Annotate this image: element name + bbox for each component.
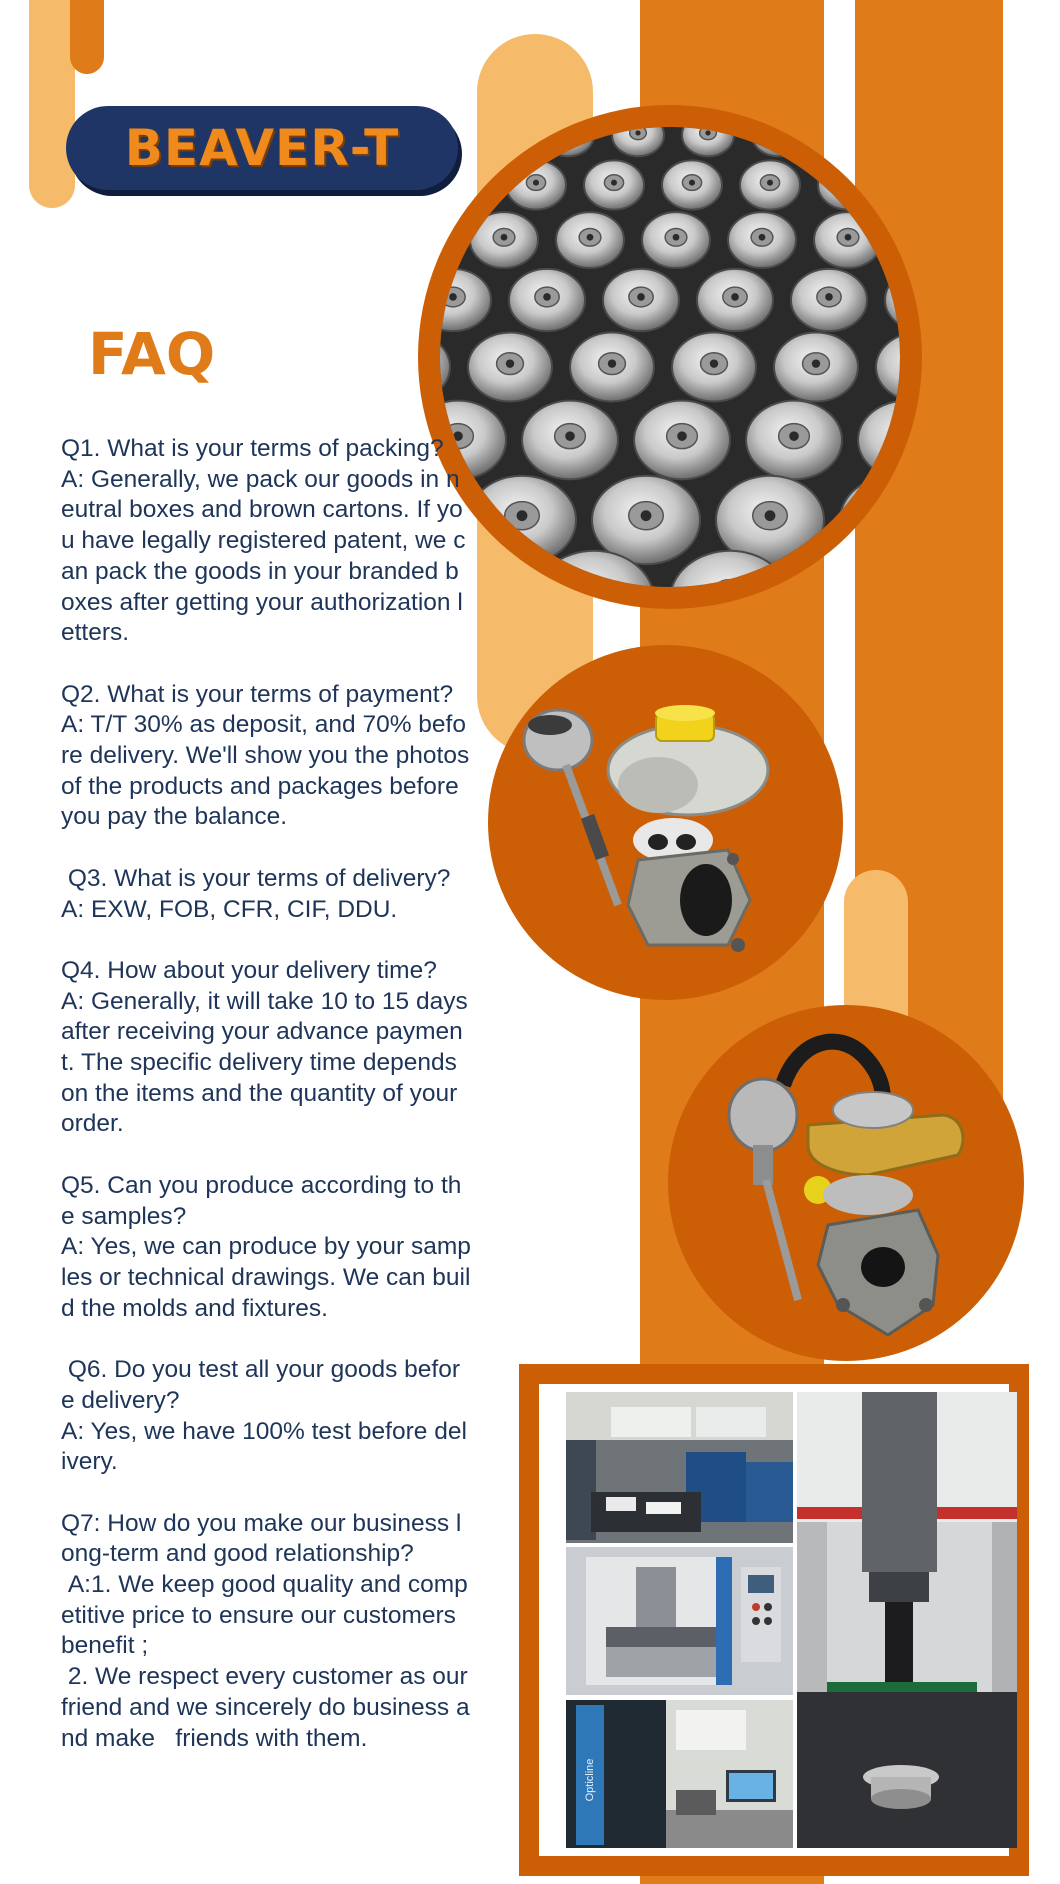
brand-logo [66, 106, 458, 190]
turbocharger-photo-1 [488, 645, 843, 1000]
turbo2-photo-circle [668, 1005, 1024, 1361]
factory-photo [566, 1392, 793, 1543]
faq-title: FAQ [88, 320, 216, 388]
turbine-wheels-photo [418, 105, 922, 609]
photo-grid-inner [539, 1384, 1009, 1856]
measuring-machine-photo [797, 1392, 1017, 1848]
machine-label-text: Opticline [584, 1758, 596, 1802]
photo-grid-frame [519, 1364, 1029, 1876]
cnc-machine-photo [566, 1547, 793, 1695]
orange-stripe-top-left [70, 0, 104, 74]
wheels-photo-circle [418, 105, 922, 609]
brand-logo-text: BEAVER-T [124, 119, 400, 177]
light-orange-stripe-left [29, 0, 75, 208]
turbo1-photo-circle [488, 645, 843, 1000]
turbocharger-photo-2 [668, 1005, 1024, 1361]
faq-body-text: Q1. What is your terms of packing? A: Generally, we pack our goods in neutral boxes and brown cartons. If you have legally registered patent, we can pack the goods in your branded boxes after getting your authorization letters. Q2. What is your terms of payment? A: T/T 30% as deposit, and 70% before delivery. We'll show you the photos of the products and packages before you pay the balance. Q3. What is your terms of delivery? A: EXW, FOB, CFR, CIF, DDU. Q4. How about your delivery time? A: Generally, it will take 10 to 15 days after receiving your advance payment. The specific delivery time depends on the items and the quantity of your order. Q5. Can you produce according to the samples? A: Yes, we can produce by your samples or technical drawings. We can build the molds and fixtures. Q6. Do you test all your goods before delivery? A: Yes, we have 100% test before delivery. Q7: How do you make our business long-term and good relationship? A:1. We keep good quality and competitive price to ensure our customers benefit ; 2. We respect every customer as our friend and we sincerely do business and make friends with them. [61, 435, 471, 1752]
inspection-lab-photo [566, 1700, 793, 1848]
